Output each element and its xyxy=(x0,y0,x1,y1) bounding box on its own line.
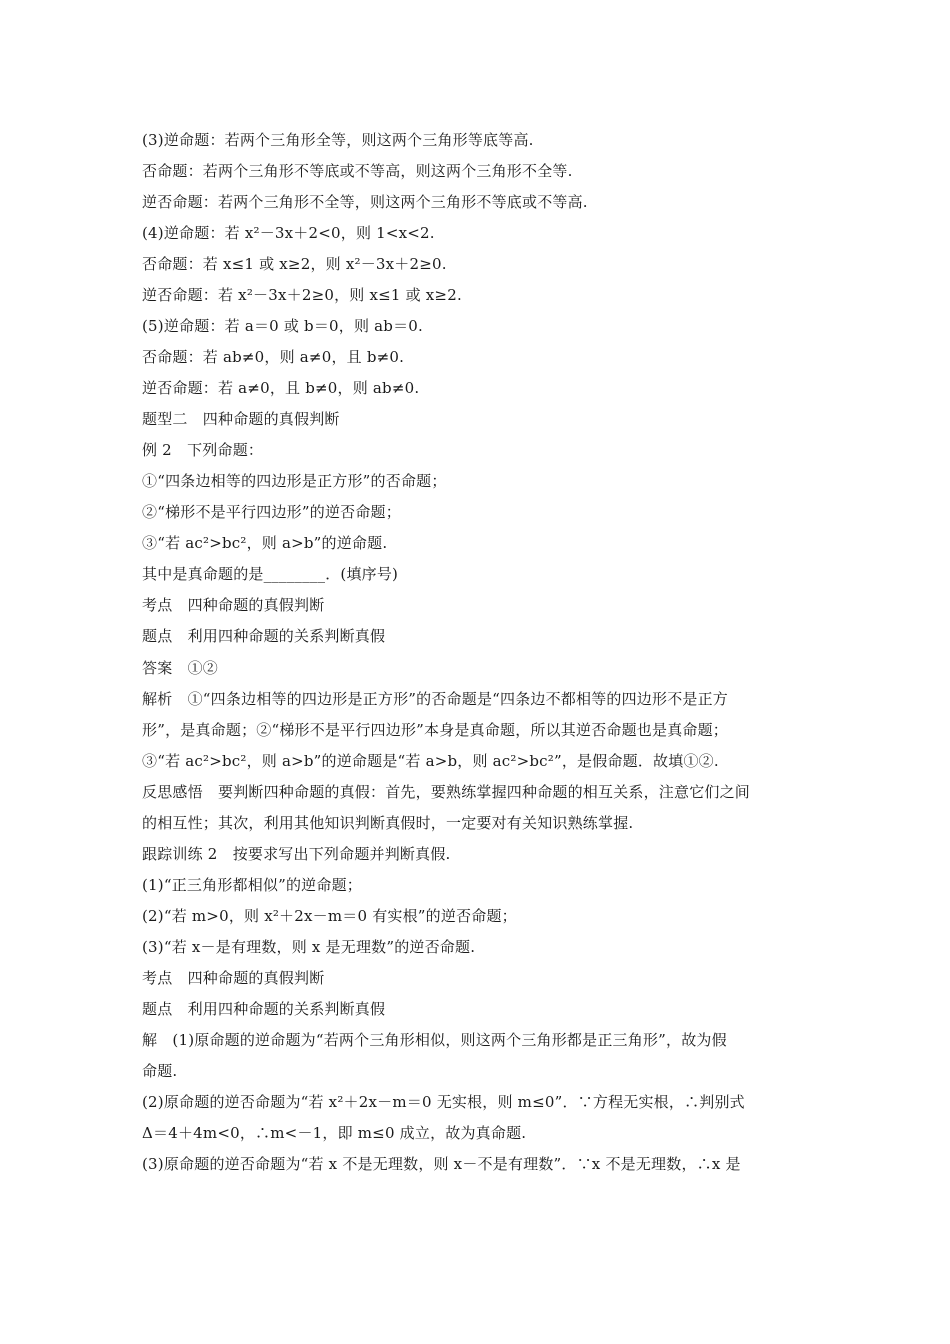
text-line: 解析 ①“四条边相等的四边形是正方形”的否命题是“四条边不都相等的四边形不是正方 xyxy=(142,690,729,708)
text-line: 命题. xyxy=(142,1062,178,1080)
text-line: (1)“正三角形都相似”的逆命题； xyxy=(142,876,362,894)
text-line: 逆否命题：若两个三角形不全等，则这两个三角形不等底或不等高. xyxy=(142,193,588,211)
text-line: 题点 利用四种命题的关系判断真假 xyxy=(142,627,386,645)
text-line: 考点 四种命题的真假判断 xyxy=(142,596,325,614)
text-line: (3)原命题的逆否命题为“若 x 不是无理数，则 x－不是有理数”．∵x 不是无理数，∴x 是 xyxy=(142,1155,741,1173)
text-line: (3)“若 x－是有理数，则 x 是无理数”的逆否命题. xyxy=(142,938,476,956)
answer-line: 答案 ①② xyxy=(142,659,219,677)
text-line: 否命题：若 x≤1 或 x≥2，则 x²－3x＋2≥0. xyxy=(142,255,447,273)
text-line: (2)原命题的逆否命题为“若 x²＋2x－m＝0 无实根，则 m≤0”．∵方程无实根，∴判别式 xyxy=(142,1093,745,1111)
text-line: 否命题：若两个三角形不等底或不等高，则这两个三角形不全等. xyxy=(142,162,573,180)
text-line: 题点 利用四种命题的关系判断真假 xyxy=(142,1000,386,1018)
text-line: ②“梯形不是平行四边形”的逆否命题； xyxy=(142,503,401,521)
text-line: 的相互性；其次，利用其他知识判断真假时，一定要对有关知识熟练掌握. xyxy=(142,814,634,832)
text-line: 逆否命题：若 x²－3x＋2≥0，则 x≤1 或 x≥2. xyxy=(142,286,462,304)
text-line: (2)“若 m>0，则 x²＋2x－m＝0 有实根”的逆否命题； xyxy=(142,907,517,925)
example-title: 例 2 下列命题： xyxy=(142,441,264,459)
text-line: 形”，是真命题；②“梯形不是平行四边形”本身是真命题，所以其逆否命题也是真命题； xyxy=(142,721,729,739)
text-line: (4)逆命题：若 x²－3x＋2<0，则 1<x<2. xyxy=(142,224,435,242)
text-line: (5)逆命题：若 a＝0 或 b＝0，则 ab＝0. xyxy=(142,317,424,335)
text-line: 否命题：若 ab≠0，则 a≠0，且 b≠0. xyxy=(142,348,405,366)
text-line: Δ＝4＋4m<0，∴m<－1，即 m≤0 成立，故为真命题. xyxy=(142,1124,527,1142)
section-heading: 题型二 四种命题的真假判断 xyxy=(142,410,340,428)
text-line: ③“若 ac²>bc²，则 a>b”的逆命题是“若 a>b，则 ac²>bc²”，是假命题．故填①②. xyxy=(142,752,719,770)
section-heading: 跟踪训练 2 按要求写出下列命题并判断真假. xyxy=(142,845,451,863)
text-line: 考点 四种命题的真假判断 xyxy=(142,969,325,987)
text-line: 其中是真命题的是________．(填序号) xyxy=(142,565,399,583)
text-line: 逆否命题：若 a≠0，且 b≠0，则 ab≠0. xyxy=(142,379,420,397)
text-line: ③“若 ac²>bc²，则 a>b”的逆命题. xyxy=(142,534,388,552)
text-line: ①“四条边相等的四边形是正方形”的否命题； xyxy=(142,472,447,490)
text-line: (3)逆命题：若两个三角形全等，则这两个三角形等底等高. xyxy=(142,131,534,149)
text-line: 反思感悟 要判断四种命题的真假：首先，要熟练掌握四种命题的相互关系，注意它们之间 xyxy=(142,783,751,801)
text-line: 解 (1)原命题的逆命题为“若两个三角形相似，则这两个三角形都是正三角形”，故为假 xyxy=(142,1031,727,1049)
